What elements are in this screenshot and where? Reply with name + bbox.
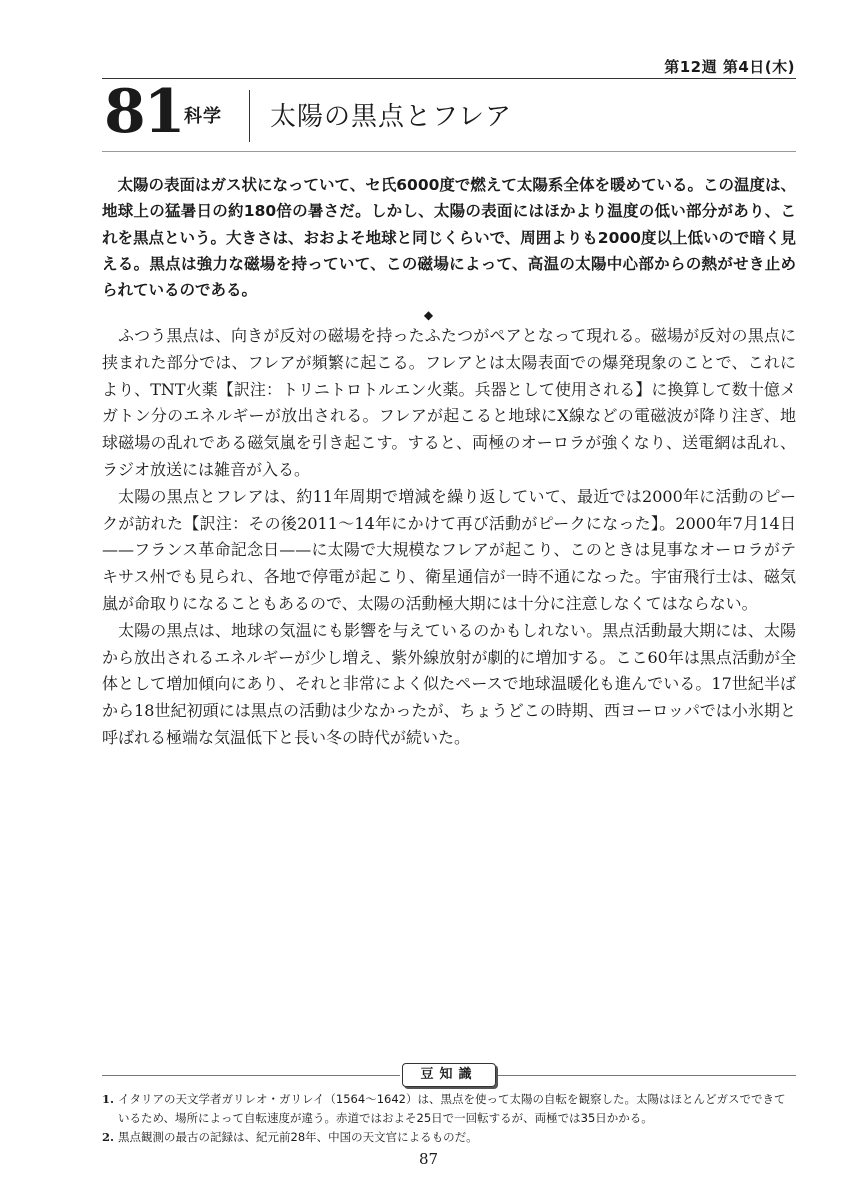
trivia-note [102,1090,796,1128]
title-row [102,77,796,147]
trivia-label: 豆知識 [402,1063,496,1087]
trivia-notes [102,1090,796,1147]
subject-label: 科学 [184,106,222,127]
note-number: 1. [102,1092,115,1106]
title-bottom-rule [102,151,796,152]
body-text [102,323,796,752]
page-number: 87 [418,1150,439,1168]
trivia-rule-left [102,1075,400,1076]
lead-paragraph: 太陽の表面はガス状になっていて、セ氏6000度で燃えて太陽系全体を暖めている。この温度は、地球上の猛暑日の約180倍の暑さだ。しかし、太陽の表面にはほかより温度の低い部分があり、これを黒点という。大きさは、おおよそ地球と同じくらいで、周囲よりも2000度以上低いので暗く見える。黒点は強力な磁場を持っていて、この磁場によって、高温の太陽中心部からの熱がせき止められているのである。 [102,176,796,300]
note-number: 2. [102,1130,115,1144]
lesson-number: 81 [104,77,184,147]
body-paragraph: 太陽の黒点は、地球の気温にも影響を与えているのかもしれない。黒点活動最大期には、太陽から放出されるエネルギーが少し増え、紫外線放射が劇的に増加する。ここ60年は黒点活動が全体として増加傾向にあり、それと非常によく似たペースで地球温暖化も進んでいる。17世紀半ばから18世紀初頭には黒点の活動は少なかったが、ちょうどこの時期、西ヨーロッパでは小氷期と呼ばれる極端な気温低下と長い冬の時代が続いた。 [102,620,796,747]
body-paragraph: ふつう黒点は、向きが反対の磁場を持ったふたつがペアとなって現れる。磁場が反対の黒点に挟まれた部分では、フレアが頻繁に起こる。フレアとは太陽表面での爆発現象のことで、これにより、TNT火薬【訳注：トリニトロトルエン火薬。兵器として使用される】に換算して数十億メガトン分のエネルギーが放出される。フレアが起こると地球にX線などの電磁波が降り注ぎ、地球磁場の乱れである磁気嵐を引き起こす。すると、両極のオーロラが強くなり、送電網は乱れ、ラジオ放送には雑音が入る。 [102,326,796,479]
trivia-rule-right [498,1075,796,1076]
header-rule [102,78,796,79]
page-title: 太陽の黒点とフレア [270,102,512,132]
week-day-header: 第12週 第4日(木) [664,58,795,76]
body-paragraph: 太陽の黒点とフレアは、約11年周期で増減を繰り返していて、最近では2000年に活動のピークが訪れた【訳注：その後2011〜14年にかけて再び活動がピークになった】。2000年7月14日——フランス革命記念日——に太陽で大規模なフレアが起こり、このときは見事なオーロラがテキサス州でも見られ、各地で停電が起こり、衛星通信が一時不通になった。宇宙飛行士は、磁気嵐が命取りになることもあるので、太陽の活動極大期には十分に注意しなくてはならない。 [102,486,796,613]
note-text: イタリアの天文学者ガリレオ・ガリレイ（1564〜1642）は、黒点を使って太陽の自転を観察した。太陽はほとんどガスでできているため、場所によって自転速度が違う。赤道ではおよそ25日で一回転するが、両極では35日かかる。 [118,1092,786,1125]
title-divider [249,90,250,142]
trivia-note [102,1128,796,1147]
section-separator: ◆ [423,308,434,322]
note-text: 黒点観測の最古の記録は、紀元前28年、中国の天文官によるものだ。 [118,1130,478,1144]
